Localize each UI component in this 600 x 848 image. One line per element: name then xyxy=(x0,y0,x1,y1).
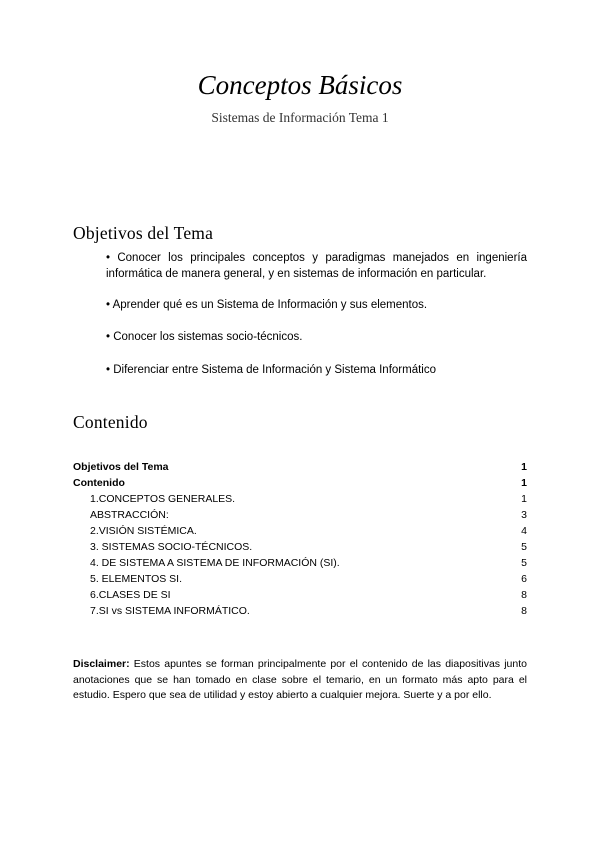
toc-label: Contenido xyxy=(73,477,125,489)
toc-page-number: 5 xyxy=(521,541,527,553)
toc-page-number: 3 xyxy=(521,509,527,521)
toc-entry-contenido[interactable] xyxy=(73,475,527,491)
toc-page-number: 1 xyxy=(521,477,527,489)
toc-entry-sistema-a-si[interactable] xyxy=(73,555,527,571)
contenido-heading: Contenido xyxy=(73,412,148,432)
toc-label: 6.CLASES DE SI xyxy=(90,589,171,601)
table-of-contents xyxy=(73,459,527,619)
objective-item-4: • Diferenciar entre Sistema de Información y Sistema Informático xyxy=(106,364,436,376)
document-title: Conceptos Básicos xyxy=(197,70,403,100)
toc-page-number: 6 xyxy=(521,573,527,585)
toc-label: 4. DE SISTEMA A SISTEMA DE INFORMACIÓN (SI). xyxy=(90,557,340,569)
objective-item-3: • Conocer los sistemas socio-técnicos. xyxy=(106,331,303,343)
toc-entry-abstraccion[interactable] xyxy=(73,507,527,523)
toc-label: 7.SI vs SISTEMA INFORMÁTICO. xyxy=(90,605,250,617)
toc-entry-clases-si[interactable] xyxy=(73,587,527,603)
toc-label: 5. ELEMENTOS SI. xyxy=(90,573,183,585)
toc-page-number: 8 xyxy=(521,605,527,617)
toc-entry-vision-sistemica[interactable] xyxy=(73,523,527,539)
toc-label: 1.CONCEPTOS GENERALES. xyxy=(90,493,236,505)
toc-page-number: 8 xyxy=(521,589,527,601)
objective-item-2: • Aprender qué es un Sistema de Información y sus elementos. xyxy=(106,299,428,311)
toc-page-number: 5 xyxy=(521,557,527,569)
toc-entry-elementos-si[interactable] xyxy=(73,571,527,587)
objetivos-heading: Objetivos del Tema xyxy=(73,223,214,243)
toc-entry-objetivos[interactable] xyxy=(73,459,527,475)
objective-item-1: • Conocer los principales conceptos y paradigmas manejados en ingeniería informática de manera general, y en sistemas de información en particular. xyxy=(106,252,527,280)
toc-page-number: 1 xyxy=(521,461,527,473)
toc-label: 2.VISIÓN SISTÉMICA. xyxy=(90,525,197,537)
toc-entry-conceptos-generales[interactable] xyxy=(73,491,527,507)
toc-page-number: 1 xyxy=(521,493,527,505)
document-subtitle: Sistemas de Información Tema 1 xyxy=(211,110,389,125)
toc-label: 3. SISTEMAS SOCIO-TÉCNICOS. xyxy=(90,541,253,553)
toc-label: ABSTRACCIÓN: xyxy=(90,509,169,521)
disclaimer-text: Estos apuntes se forman principalmente por el contenido de las diapositivas junto anotaciones que se han tomado en clase sobre el temario, en un formato más apto para el estudio. Espero que sea de utilidad y estoy abierto a cualquier mejora. Suerte y a por ello. xyxy=(73,658,527,701)
toc-page-number: 4 xyxy=(521,525,527,537)
toc-entry-socio-tecnicos[interactable] xyxy=(73,539,527,555)
disclaimer-label: Disclaimer: xyxy=(73,658,130,670)
disclaimer-paragraph xyxy=(73,657,527,704)
toc-label: Objetivos del Tema xyxy=(73,461,169,473)
toc-entry-si-vs-informatico[interactable] xyxy=(73,603,527,619)
